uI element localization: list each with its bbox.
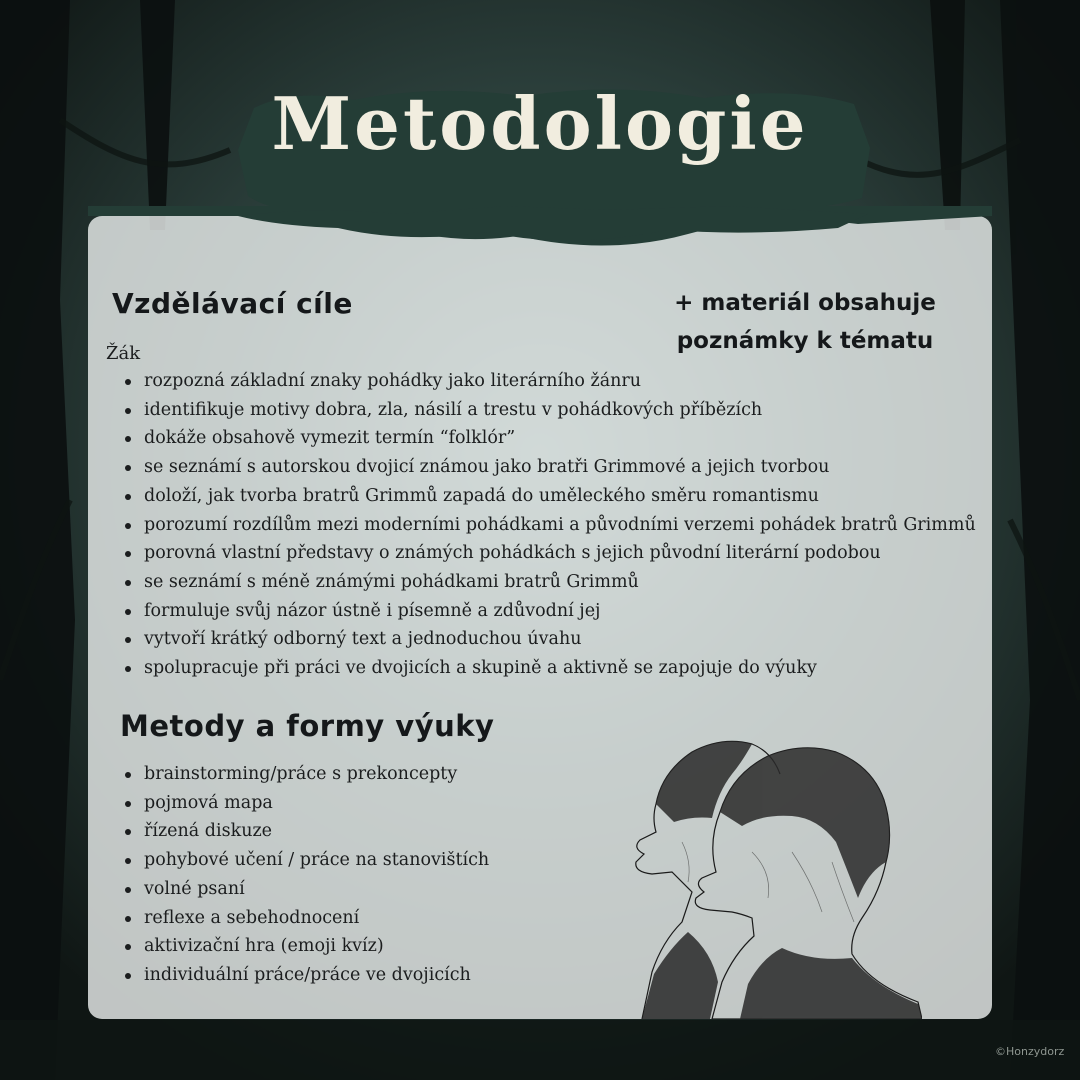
list-item: se seznámí s autorskou dvojicí známou jako bratři Grimmové a jejich tvorbou — [119, 453, 976, 482]
list-item: porovná vlastní představy o známých pohádkách s jejich původní literární podobou — [119, 539, 976, 568]
list-item: rozpozná základní znaky pohádky jako literárního žánru — [119, 367, 976, 396]
goals-list — [119, 367, 976, 683]
materials-note — [655, 284, 955, 360]
grimm-brothers-portrait — [622, 722, 922, 1019]
list-item: doloží, jak tvorba bratrů Grimmů zapadá do uměleckého směru romantismu — [119, 482, 976, 511]
list-item: řízená diskuze — [119, 817, 489, 846]
list-item: dokáže obsahově vymezit termín “folklór” — [119, 424, 976, 453]
list-item: formuluje svůj názor ústně i písemně a zdůvodní jej — [119, 597, 976, 626]
list-item: volné psaní — [119, 875, 489, 904]
goals-heading: Vzdělávací cíle — [112, 287, 353, 320]
list-item: spolupracuje při práci ve dvojicích a skupině a aktivně se zapojuje do výuky — [119, 654, 976, 683]
list-item: porozumí rozdílům mezi moderními pohádkami a původními verzemi pohádek bratrů Grimmů — [119, 511, 976, 540]
list-item: reflexe a sebehodnocení — [119, 904, 489, 933]
list-item: vytvoří krátký odborný text a jednoduchou úvahu — [119, 625, 976, 654]
materials-note-line-2: poznámky k tématu — [676, 328, 934, 354]
list-item: brainstorming/práce s prekoncepty — [119, 760, 489, 789]
list-item: aktivizační hra (emoji kvíz) — [119, 932, 489, 961]
materials-note-line-1: + materiál obsahuje — [674, 290, 936, 316]
list-item: pojmová mapa — [119, 789, 489, 818]
banner-overlap — [88, 206, 992, 262]
methods-list — [119, 760, 489, 990]
methods-heading: Metody a formy výuky — [120, 709, 495, 743]
student-label: Žák — [106, 343, 141, 364]
list-item: pohybové učení / práce na stanovištích — [119, 846, 489, 875]
copyright-signature: ©Honzydorz — [995, 1045, 1065, 1058]
list-item: se seznámí s méně známými pohádkami bratrů Grimmů — [119, 568, 976, 597]
page-title: Metodologie — [271, 81, 809, 166]
list-item: individuální práce/práce ve dvojicích — [119, 961, 489, 990]
list-item: identifikuje motivy dobra, zla, násilí a trestu v pohádkových příbězích — [119, 396, 976, 425]
